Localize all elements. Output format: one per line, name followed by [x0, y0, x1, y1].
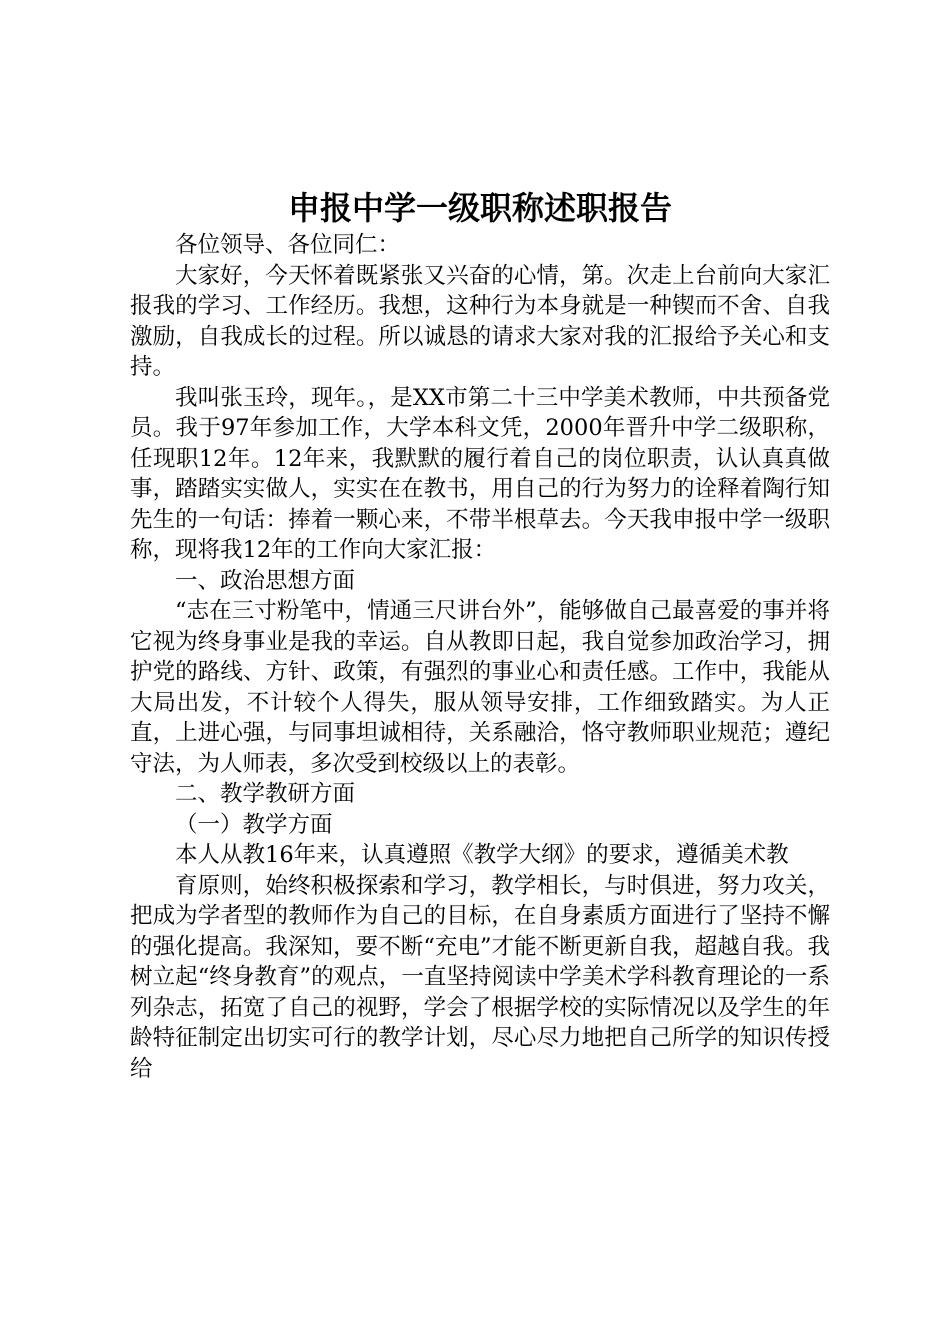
self-introduction-paragraph: 我叫张玉玲，现年。，是XX市第二十三中学美术教师，中共预备党员。我于97年参加工作，大学本科文凭，2000年晋升中学二级职称，任现职12年。12年来，我默默的履行着自己的岗位职责，认认真真做事，踏踏实实做人，实实在在教书，用自己的行为努力的诠释着陶行知先生的一句话：捧着一颗心来，不带半根草去。今天我申报中学一级职称，现将我12年的工作向大家汇报： [130, 384, 830, 563]
section-heading-teaching: 二、教学教研方面 [175, 781, 356, 807]
section-heading-political: 一、政治思想方面 [175, 567, 356, 594]
document-title: 申报中学一级职称述职报告 [287, 189, 672, 227]
political-paragraph: “志在三寸粉笔中，情通三尺讲台外”，能够做自己最喜爱的事并将它视为终身事业是我的幸运。自从教即日起，我自觉参加政治学习，拥护党的路线、方针、政策，有强烈的事业心和责任感。工作中，我能从大局出发，不计较个人得失，服从领导安排，工作细致踏实。为人正直，上进心强，与同事坦诚相待，关系融洽，恪守教师职业规范；遵纪守法，为人师表，多次受到校级以上的表彰。 [130, 598, 830, 777]
document-page [130, 186, 830, 1084]
salutation: 各位领导、各位同仁： [175, 232, 401, 258]
subsection-heading-teaching: （一）教学方面 [175, 811, 333, 838]
intro-paragraph: 大家好，今天怀着既紧张又兴奋的心情，第。次走上台前向大家汇报我的学习、工作经历。我想，这种行为本身就是一种锲而不舍、自我激励，自我成长的过程。所以诚恳的请求大家对我的汇报给予关心和支持。 [130, 262, 830, 380]
teaching-paragraph-continued: 育原则，始终积极探索和学习，教学相长，与时俱进，努力攻关，把成为学者型的教师作为自己的目标，在自身素质方面进行了坚持不懈的强化提高。我深知，要不断“充电”才能不断更新自我，超越自我。我树立起“终身教育”的观点，一直坚持阅读中学美术学科教育理论的一系列杂志，拓宽了自己的视野，学会了根据学校的实际情况以及学生的年龄特征制定出切实可行的教学计划，尽心尽力地把自己所学的知识传授给 [130, 872, 830, 1082]
teaching-paragraph-start: 本人从教16年来，认真遵照《教学大纲》的要求，遵循美术教 [175, 842, 789, 868]
